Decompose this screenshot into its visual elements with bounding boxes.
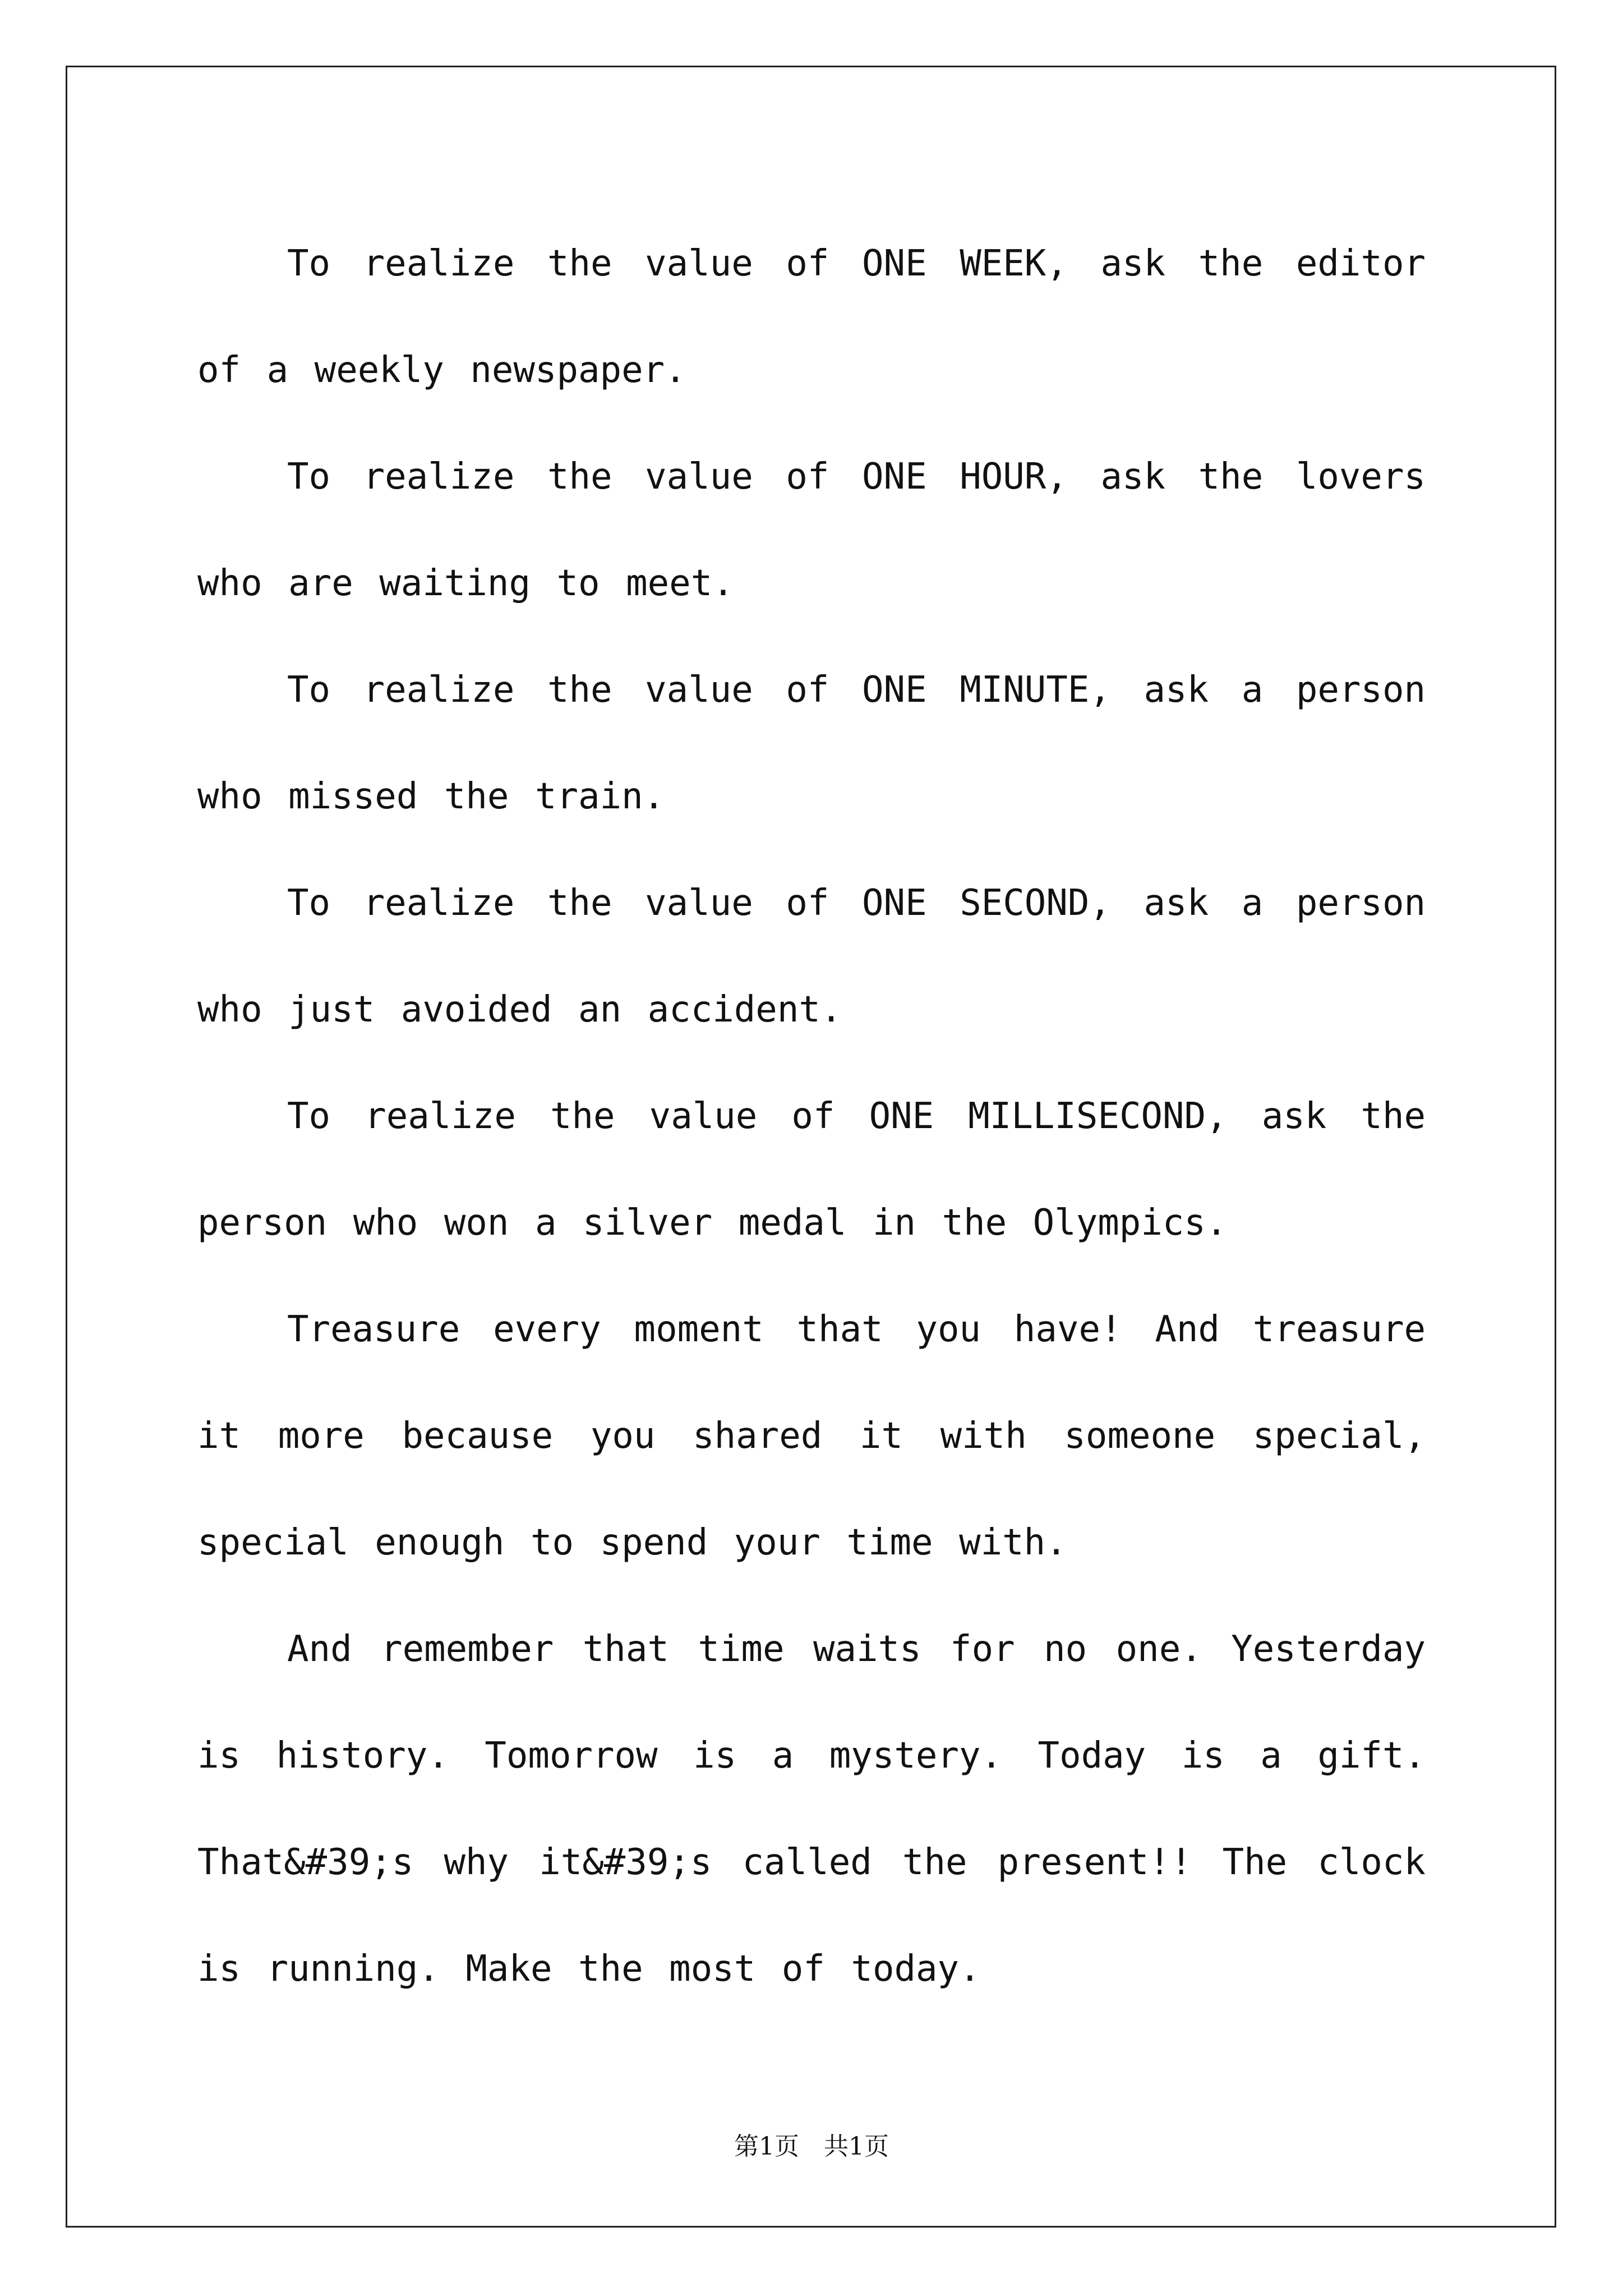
paragraph-one-millisecond: To realize the value of ONE MILLISECOND, ask the person who won a silver medal in the Olympics. [197, 1096, 1426, 1244]
paragraph-one-minute: To realize the value of ONE MINUTE, ask a person who missed the train. [197, 669, 1426, 817]
paragraph-remember: And remember that time waits for no one. Yesterday is history. Tomorrow is a mystery. Today is a gift. That&#39;s why it&#39;s called the present!! The clock is running. Make the most of today. [197, 1628, 1426, 1990]
page-footer [0, 2126, 1623, 2162]
paragraph-treasure: Treasure every moment that you have! And treasure it more because you shared it with someone special, special enough to spend your time with. [197, 1309, 1426, 1563]
paragraph-one-hour: To realize the value of ONE HOUR, ask the lovers who are waiting to meet. [197, 456, 1426, 604]
paragraph-one-week: To realize the value of ONE WEEK, ask the editor of a weekly newspaper. [197, 243, 1426, 391]
document-body [197, 210, 1426, 2022]
paragraph-one-second: To realize the value of ONE SECOND, ask a person who just avoided an accident. [197, 882, 1426, 1030]
page-number: 第1页 [734, 2132, 799, 2161]
page-total: 共1页 [824, 2132, 889, 2161]
